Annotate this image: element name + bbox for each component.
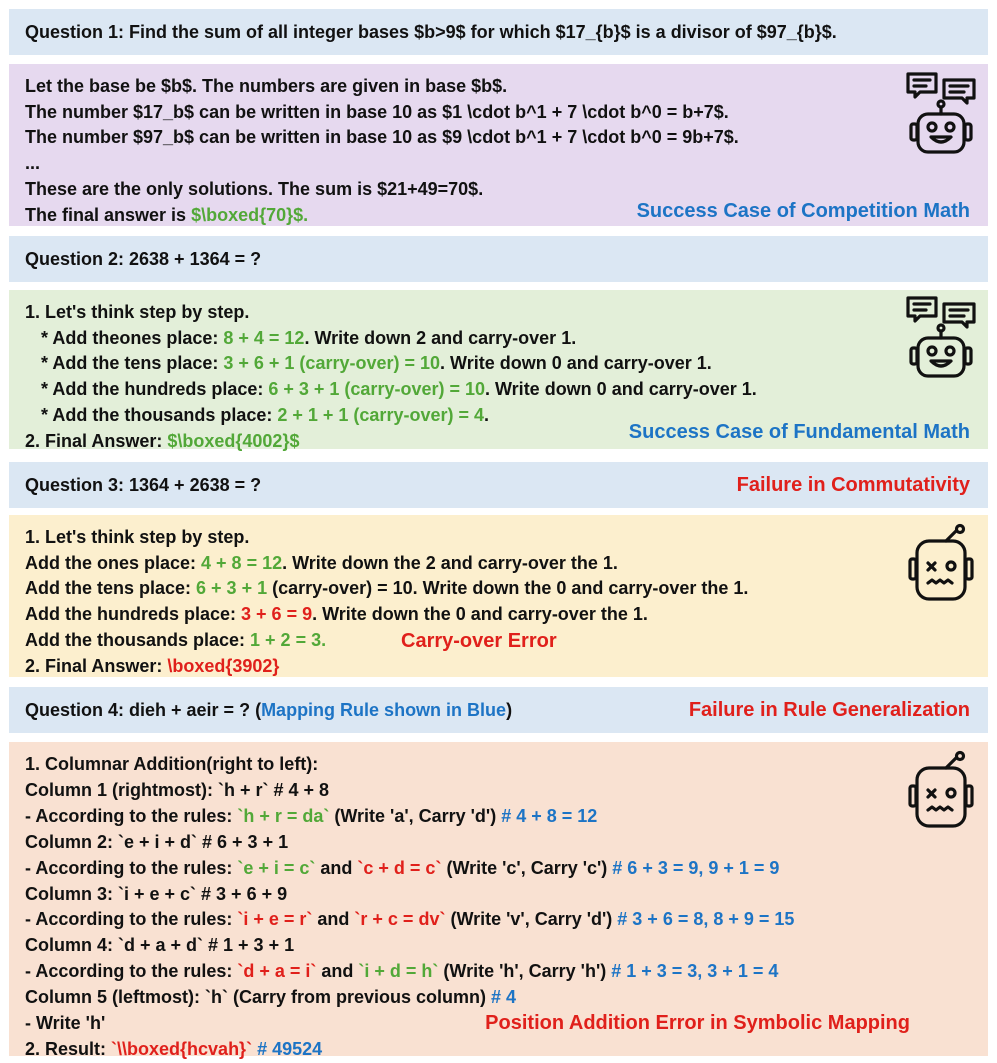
final-answer: $\boxed{70}$. — [191, 204, 309, 225]
answer-1-line: The number $17_b$ can be written in base 10 as $1 \cdot b^1 + 7 \cdot b^0 = b+7$. — [25, 101, 729, 122]
rule-line: - According to the rules: `i + e = r` and `r + c = dv` (Write 'v', Carry 'd') # 3 + 6 = 8, 8 + 9 = 15 — [25, 909, 795, 930]
answer-4-line: Column 5 (leftmost): `h` (Carry from previous column) # 4 — [25, 987, 517, 1008]
answer-2-line: 1. Let's think step by step. — [25, 302, 250, 322]
question-4-text: Question 4: dieh + aeir = ? (Mapping Rule shown in Blue) — [25, 700, 513, 720]
answer-1-lines — [25, 74, 739, 228]
answer-1-panel — [9, 64, 988, 226]
final-answer: `\\boxed{hcvah}` — [111, 1038, 253, 1059]
error-caption: Position Addition Error in Symbolic Mapping — [485, 1012, 910, 1034]
question-1-bar — [9, 9, 988, 55]
answer-1-line: Let the base be $b$. The numbers are given in base $b$. — [25, 76, 508, 96]
answer-4-line: Column 4: `d + a + d` # 1 + 3 + 1 — [25, 935, 295, 956]
answer-2-final: 2. Final Answer: $\boxed{4002}$ — [25, 430, 300, 451]
happy-robot-chat-icon — [904, 294, 978, 382]
step-line: * Add the thousands place: 2 + 1 + 1 (carry-over) = 4. — [41, 404, 490, 425]
answer-3-lines — [25, 525, 748, 679]
step-line: Add the ones place: 4 + 8 = 12. Write down the 2 and carry-over the 1. — [25, 552, 618, 573]
answer-2-panel — [9, 290, 988, 449]
step-line: Add the hundreds place: 3 + 6 = 9. Write down the 0 and carry-over the 1. — [25, 604, 648, 625]
step-line: * Add the hundreds place: 6 + 3 + 1 (carry-over) = 10. Write down 0 and carry-over 1. — [41, 379, 757, 400]
error-caption: Carry-over Error — [401, 630, 557, 652]
question-2-text: Question 2: 2638 + 1364 = ? — [25, 249, 262, 269]
step-line: * Add theones place: 8 + 4 = 12. Write down 2 and carry-over 1. — [41, 327, 577, 348]
step-line: * Add the tens place: 3 + 6 + 1 (carry-over) = 10. Write down 0 and carry-over 1. — [41, 353, 712, 374]
answer-1-ellipsis: ... — [25, 153, 41, 174]
answer-4-line: 1. Columnar Addition(right to left): — [25, 754, 319, 774]
rule-line: - According to the rules: `h + r = da` (Write 'a', Carry 'd') # 4 + 8 = 12 — [25, 805, 598, 826]
sad-robot-icon — [908, 750, 974, 832]
answer-4-line: Column 2: `e + i + d` # 6 + 3 + 1 — [25, 831, 289, 852]
success-caption: Success Case of Competition Math — [636, 200, 970, 222]
success-caption: Success Case of Fundamental Math — [628, 421, 970, 443]
step-line: Add the tens place: 6 + 3 + 1 (carry-over) = 10. Write down the 0 and carry-over the 1. — [25, 578, 749, 599]
answer-1-line: These are the only solutions. The sum is $21+49=70$. — [25, 178, 484, 199]
question-2-bar — [9, 236, 988, 282]
answer-3-line: 1. Let's think step by step. — [25, 527, 250, 547]
failure-label: Failure in Commutativity — [736, 474, 970, 496]
question-4-bar — [9, 687, 988, 733]
answer-1-line: The number $97_b$ can be written in base 10 as $9 \cdot b^1 + 7 \cdot b^0 = 9b+7$. — [25, 127, 739, 148]
step-line: Add the thousands place: 1 + 2 = 3. — [25, 629, 327, 650]
happy-robot-chat-icon — [904, 70, 978, 158]
answer-4-line: - Write 'h' — [25, 1013, 106, 1034]
rule-line: - According to the rules: `d + a = i` and `i + d = h` (Write 'h', Carry 'h') # 1 + 3 = 3, 3 + 1 = 4 — [25, 961, 779, 982]
failure-label: Failure in Rule Generalization — [688, 699, 970, 721]
question-3-text: Question 3: 1364 + 2638 = ? — [25, 475, 262, 495]
answer-3-final: 2. Final Answer: \boxed{3902} — [25, 655, 280, 676]
answer-4-line: Column 3: `i + e + c` # 3 + 6 + 9 — [25, 883, 288, 904]
answer-4-result: 2. Result: `\\boxed{hcvah}` # 49524 — [25, 1038, 323, 1059]
question-3-bar — [9, 462, 988, 508]
final-answer: $\boxed{4002}$ — [167, 430, 300, 451]
answer-1-final — [25, 203, 739, 229]
final-answer: \boxed{3902} — [167, 655, 280, 676]
final-prefix: The final answer is — [25, 204, 192, 225]
answer-3-panel — [9, 515, 988, 677]
question-1-text: Question 1: Find the sum of all integer bases $b>9$ for which $17_{b}$ is a divisor of $97_{b}$. — [25, 22, 837, 42]
answer-4-panel — [9, 742, 988, 1059]
sad-robot-icon — [908, 523, 974, 605]
rule-line: - According to the rules: `e + i = c` and `c + d = c` (Write 'c', Carry 'c') # 6 + 3 = 9, 9 + 1 = 9 — [25, 857, 780, 878]
answer-4-line: Column 1 (rightmost): `h + r` # 4 + 8 — [25, 779, 330, 800]
